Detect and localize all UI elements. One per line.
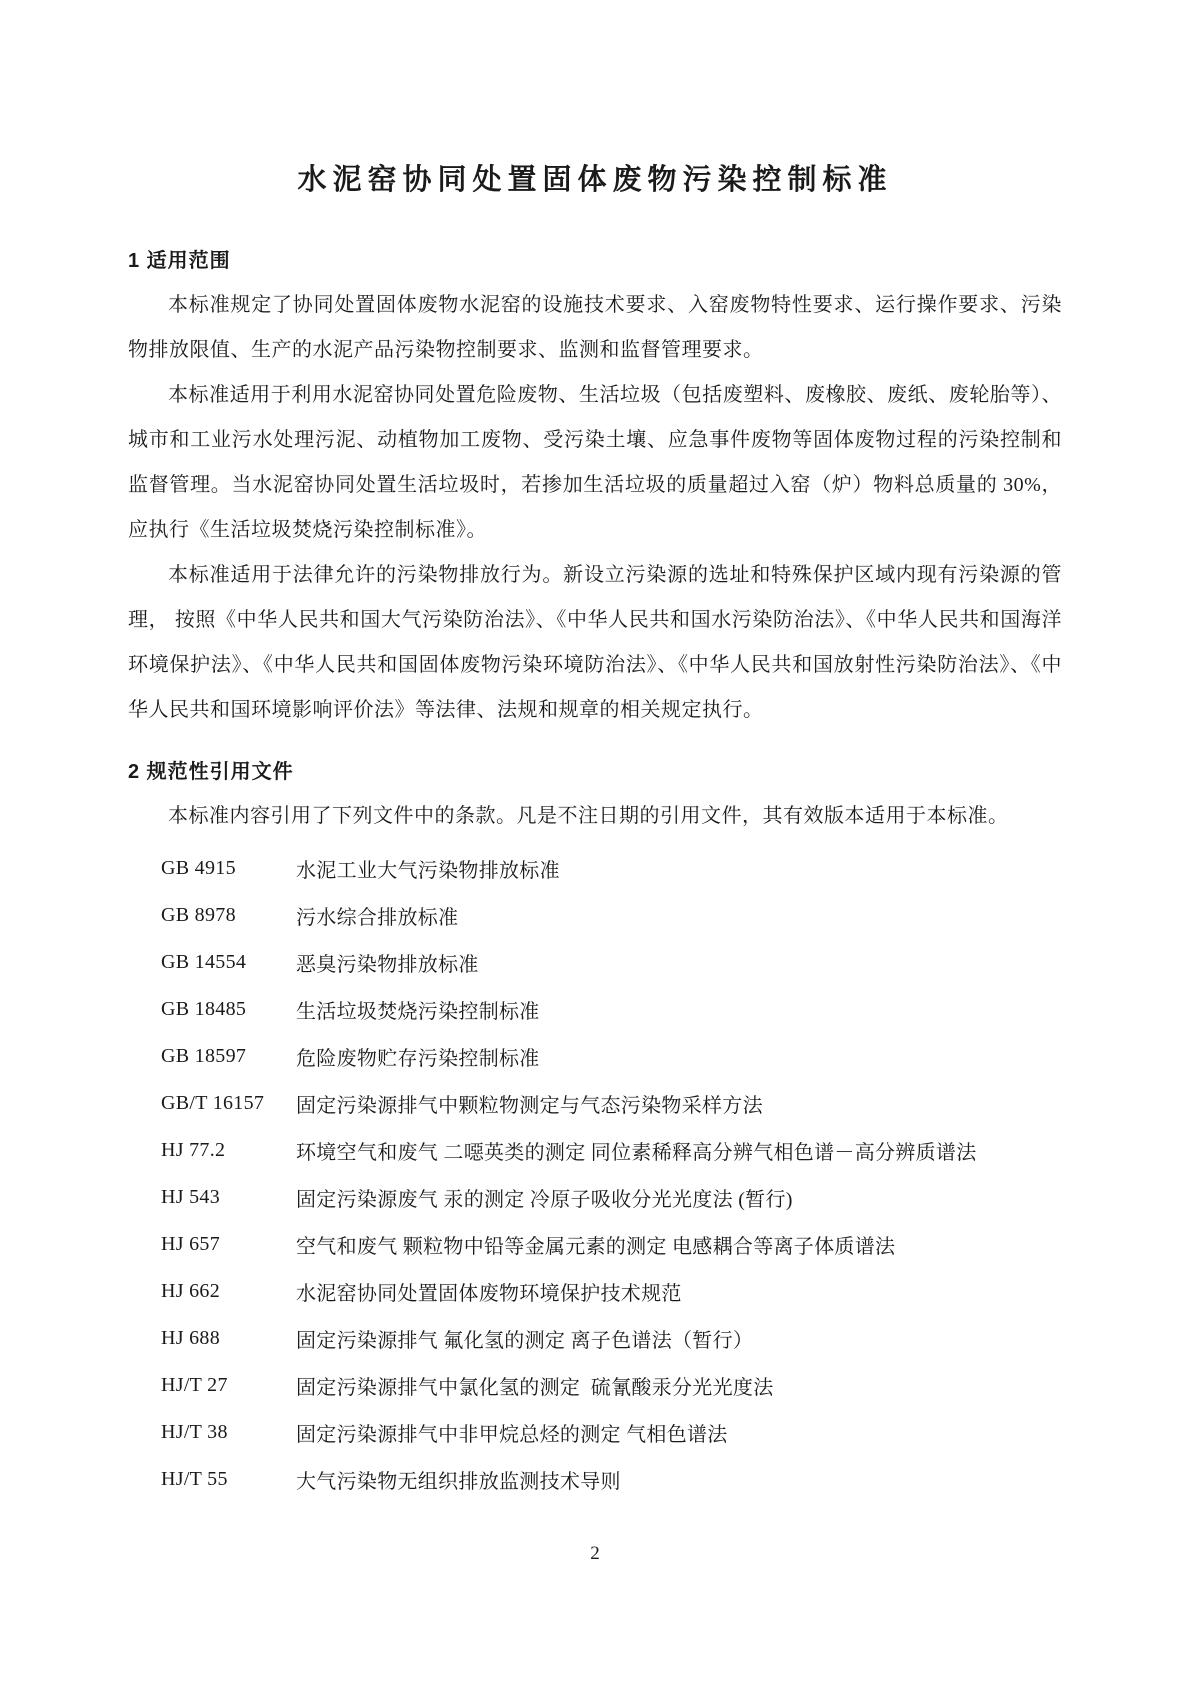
reference-row xyxy=(128,1456,1062,1503)
reference-title: 环境空气和废气 二噁英类的测定 同位素稀释高分辨气相色谱－高分辨质谱法 xyxy=(296,1142,977,1164)
reference-code: GB 18485 xyxy=(161,998,247,1020)
reference-row xyxy=(128,1409,1062,1456)
reference-title: 大气污染物无组织排放监测技术导则 xyxy=(296,1471,621,1493)
reference-code: HJ 662 xyxy=(161,1280,221,1302)
reference-title: 水泥工业大气污染物排放标准 xyxy=(296,860,560,882)
reference-code: GB 4915 xyxy=(161,857,236,879)
reference-title: 固定污染源排气中颗粒物测定与气态污染物采样方法 xyxy=(296,1095,763,1117)
reference-list xyxy=(128,845,1062,1503)
reference-code: HJ/T 38 xyxy=(161,1421,228,1443)
reference-code: GB 8978 xyxy=(161,904,236,926)
reference-code: HJ 688 xyxy=(161,1327,221,1349)
reference-row xyxy=(128,939,1062,986)
section-2-heading: 2 规范性引用文件 xyxy=(128,761,294,783)
reference-row xyxy=(128,845,1062,892)
reference-row xyxy=(128,1315,1062,1362)
reference-row xyxy=(128,1080,1062,1127)
reference-title: 空气和废气 颗粒物中铅等金属元素的测定 电感耦合等离子体质谱法 xyxy=(296,1236,896,1258)
reference-code: HJ/T 27 xyxy=(161,1374,228,1396)
paragraph: 本标准规定了协同处置固体废物水泥窑的设施技术要求、入窑废物特性要求、运行操作要求、污染物排放限值、生产的水泥产品污染物控制要求、监测和监督管理要求。 xyxy=(128,294,1062,361)
reference-row xyxy=(128,986,1062,1033)
reference-title: 生活垃圾焚烧污染控制标准 xyxy=(296,1001,540,1023)
reference-code: GB 18597 xyxy=(161,1045,247,1067)
reference-code: HJ/T 55 xyxy=(161,1468,228,1490)
document-title: 水泥窑协同处置固体废物污染控制标准 xyxy=(297,164,893,196)
reference-code: GB 14554 xyxy=(161,951,247,973)
paragraph: 本标准内容引用了下列文件中的条款。凡是不注日期的引用文件，其有效版本适用于本标准。 xyxy=(168,805,1009,827)
reference-title: 固定污染源废气 汞的测定 冷原子吸收分光光度法 (暂行) xyxy=(296,1189,793,1211)
reference-code: GB/T 16157 xyxy=(161,1092,265,1114)
reference-row xyxy=(128,1033,1062,1080)
reference-row xyxy=(128,892,1062,939)
reference-row xyxy=(128,1362,1062,1409)
page-number: 2 xyxy=(590,1543,600,1564)
reference-title: 固定污染源排气 氟化氢的测定 离子色谱法（暂行） xyxy=(296,1330,754,1352)
reference-code: HJ 543 xyxy=(161,1186,221,1208)
paragraph: 本标准适用于利用水泥窑协同处置危险废物、生活垃圾（包括废塑料、废橡胶、废纸、废轮胎等）、城市和工业污水处理污泥、动植物加工废物、受污染土壤、应急事件废物等固体废物过程的污染控制和监督管理。当水泥窑协同处置生活垃圾时，若掺加生活垃圾的质量超过入窑（炉）物料总质量的 30%，应执行《生活垃圾焚烧污染控制标准》。 xyxy=(128,384,1062,541)
reference-row xyxy=(128,1268,1062,1315)
reference-title: 固定污染源排气中非甲烷总烃的测定 气相色谱法 xyxy=(296,1424,728,1446)
section-1-body xyxy=(128,283,1062,733)
reference-code: HJ 77.2 xyxy=(161,1139,226,1161)
paragraph: 本标准适用于法律允许的污染物排放行为。新设立污染源的选址和特殊保护区域内现有污染源的管理， 按照《中华人民共和国大气污染防治法》、《中华人民共和国水污染防治法》、《中华人民共和国海洋环境保护法》、《中华人民共和国固体废物污染环境防治法》、《中华人民共和国放射性污染防治法》、《中华人民共和国环境影响评价法》等法律、法规和规章的相关规定执行。 xyxy=(128,564,1062,721)
reference-row xyxy=(128,1174,1062,1221)
section-1-heading: 1 适用范围 xyxy=(128,250,231,272)
section-2-body xyxy=(128,794,1062,839)
reference-title: 水泥窑协同处置固体废物环境保护技术规范 xyxy=(296,1283,682,1305)
reference-code: HJ 657 xyxy=(161,1233,221,1255)
reference-title: 恶臭污染物排放标准 xyxy=(296,954,479,976)
reference-row xyxy=(128,1127,1062,1174)
reference-title: 污水综合排放标准 xyxy=(296,907,459,929)
reference-title: 固定污染源排气中氯化氢的测定 硫氰酸汞分光光度法 xyxy=(296,1377,774,1399)
reference-title: 危险废物贮存污染控制标准 xyxy=(296,1048,540,1070)
reference-row xyxy=(128,1221,1062,1268)
